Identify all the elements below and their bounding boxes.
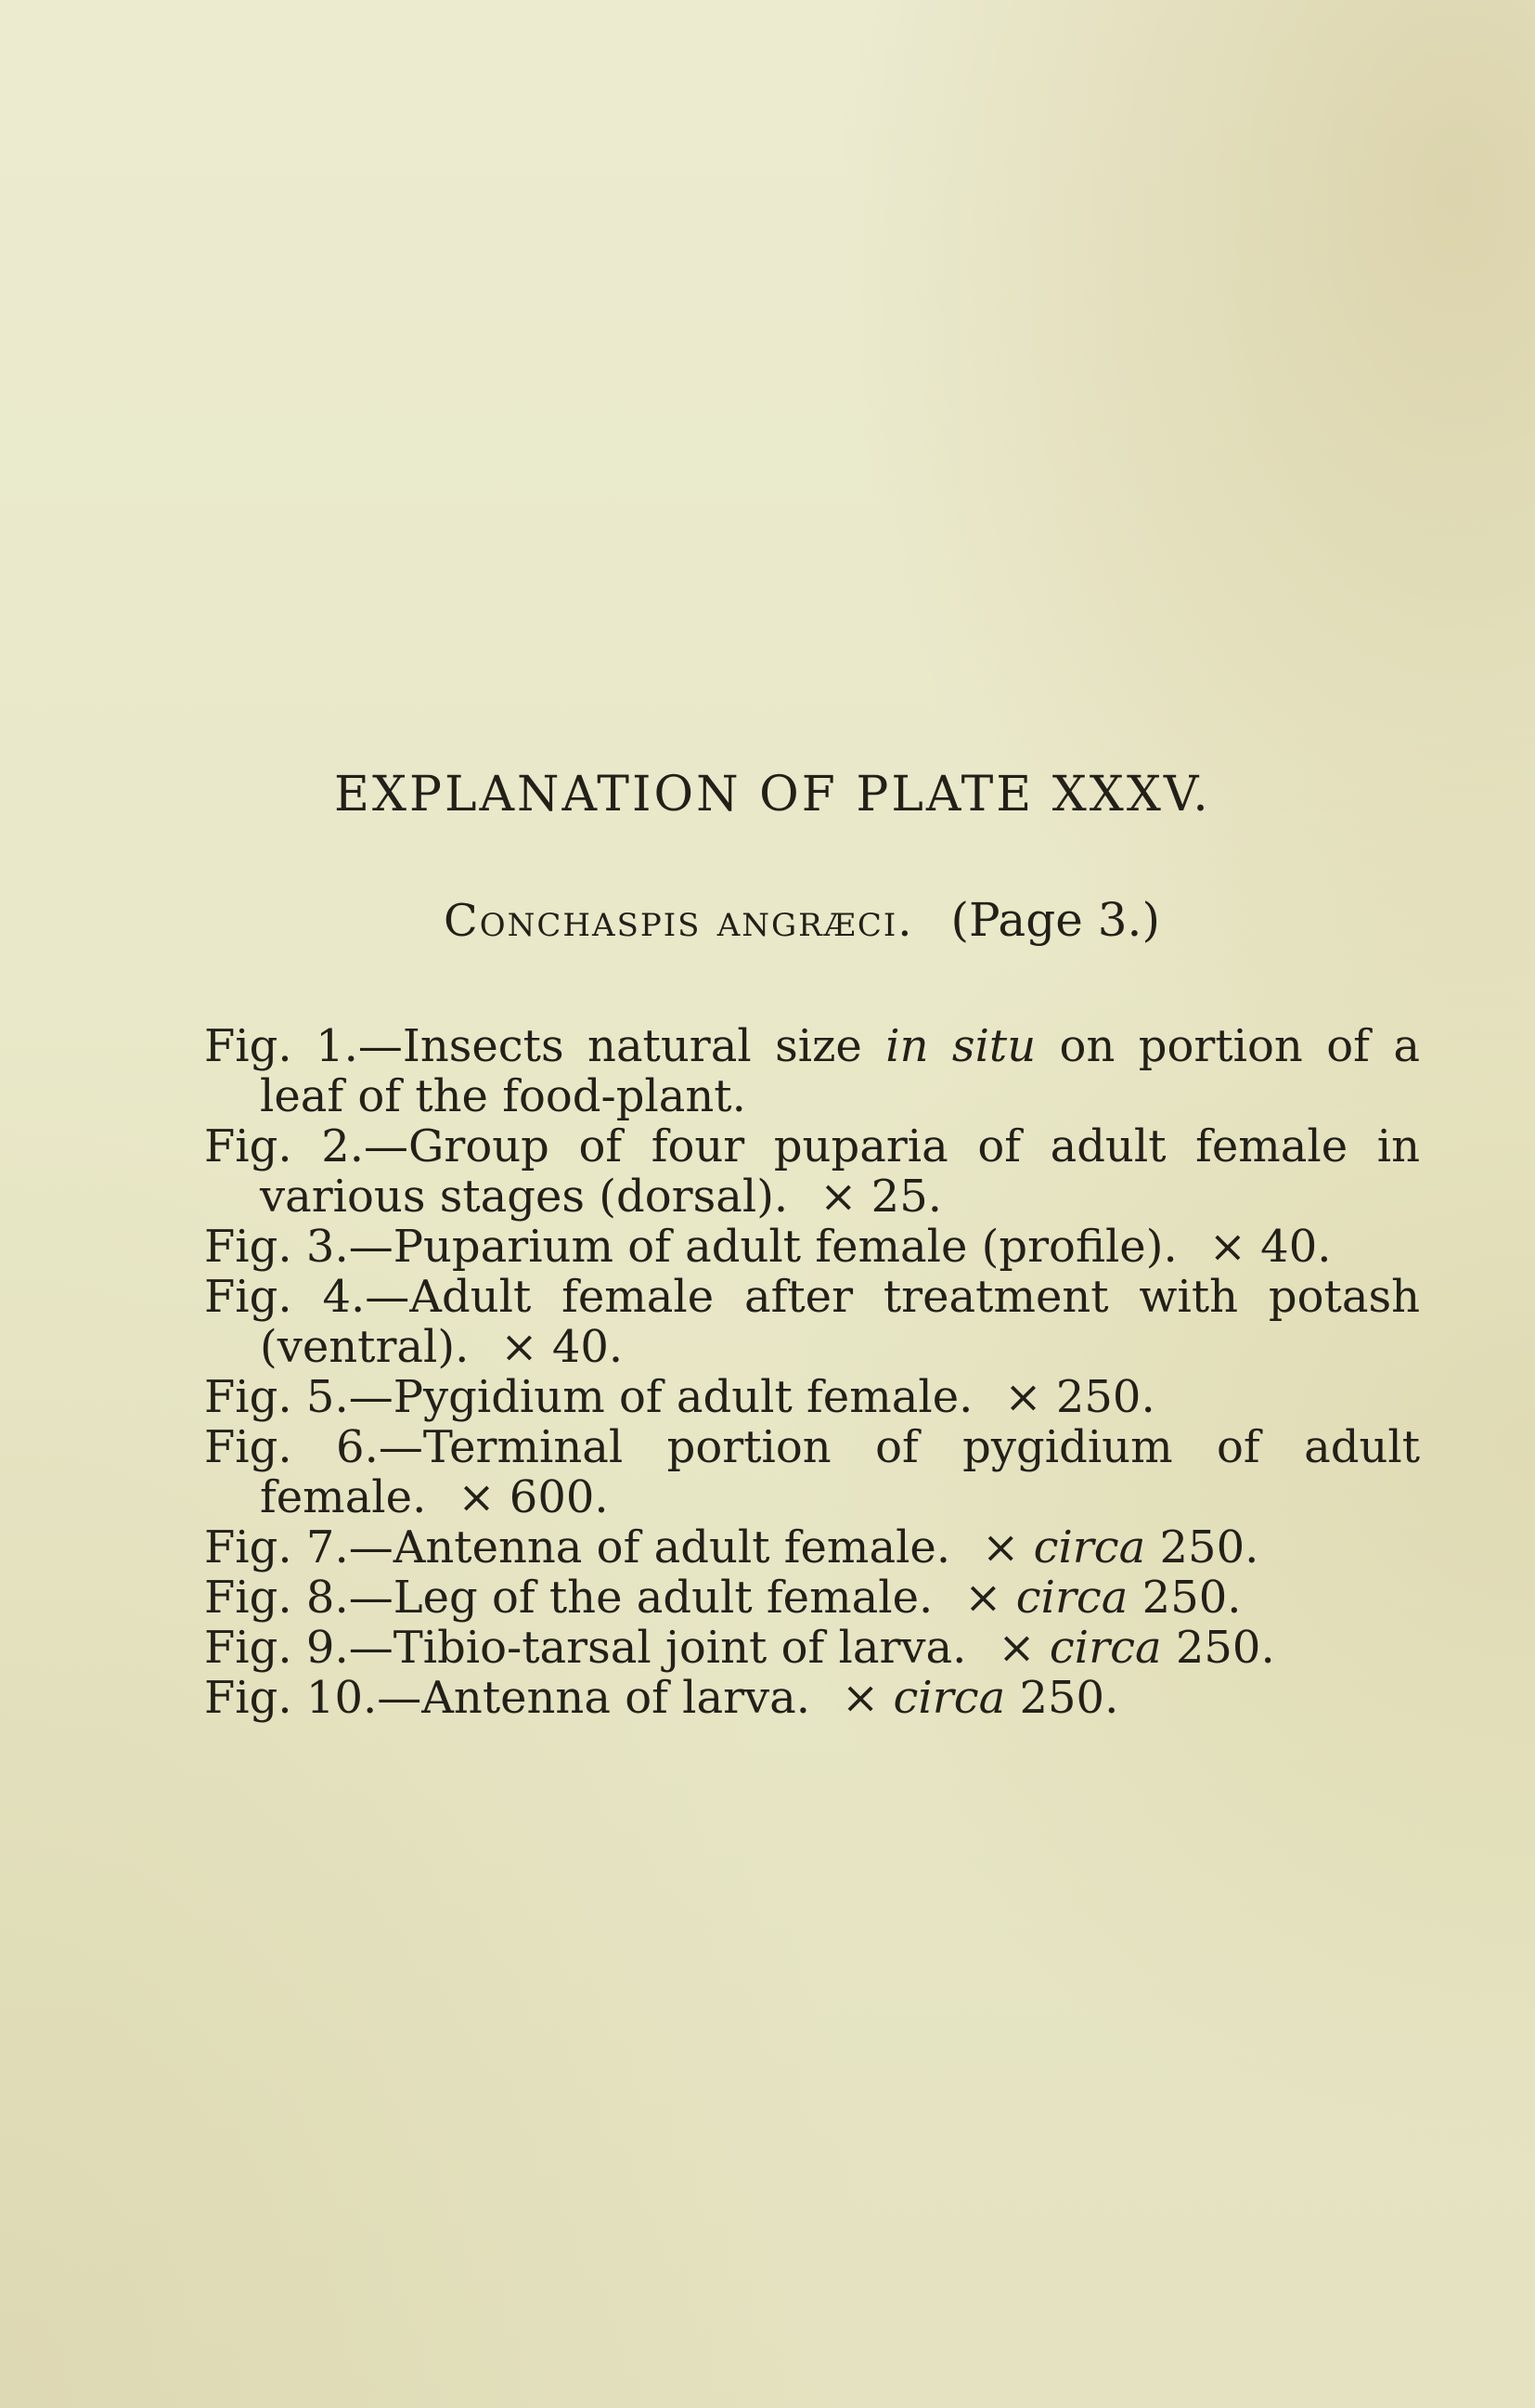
times-sign: × bbox=[842, 1672, 894, 1724]
figure-caption-3 bbox=[204, 1222, 1420, 1272]
figure-caption-1 bbox=[204, 1021, 1420, 1121]
figure-text: on portion of a leaf of the food-plant. bbox=[260, 1020, 1420, 1122]
figure-italic-text: in situ bbox=[885, 1020, 1037, 1072]
circa-text: circa bbox=[893, 1672, 1006, 1724]
magnification-value: 250. bbox=[1145, 1521, 1259, 1573]
figure-magnification bbox=[964, 1572, 1241, 1624]
figure-label: Fig. 10.— bbox=[204, 1672, 422, 1724]
figure-list bbox=[204, 1021, 1420, 1723]
figure-text: Leg of the adult female. bbox=[393, 1572, 934, 1624]
figure-text: Insects natural size bbox=[402, 1020, 886, 1072]
times-sign: × bbox=[998, 1622, 1050, 1674]
figure-text: Antenna of larva. bbox=[421, 1672, 811, 1724]
circa-text: circa bbox=[1033, 1521, 1146, 1573]
figure-caption-2 bbox=[204, 1121, 1420, 1222]
figure-caption-10 bbox=[204, 1673, 1420, 1723]
figure-magnification bbox=[998, 1622, 1274, 1674]
figure-label: Fig. 1.— bbox=[204, 1020, 403, 1072]
species-heading bbox=[444, 893, 1160, 947]
plate-title: EXPLANATION OF PLATE XXXV. bbox=[334, 767, 1211, 822]
times-sign: × bbox=[982, 1521, 1034, 1573]
species-name: Conchaspis angræci. bbox=[444, 895, 914, 947]
figure-label: Fig. 9.— bbox=[204, 1622, 393, 1674]
figure-magnification: × 40. bbox=[500, 1321, 624, 1373]
figure-magnification bbox=[842, 1672, 1118, 1724]
magnification-value: 250. bbox=[1005, 1672, 1119, 1724]
magnification-value: 250. bbox=[1161, 1622, 1275, 1674]
figure-caption-7 bbox=[204, 1522, 1420, 1573]
figure-magnification bbox=[982, 1521, 1258, 1573]
figure-caption-6 bbox=[204, 1422, 1420, 1522]
figure-label: Fig. 2.— bbox=[204, 1120, 409, 1172]
figure-label: Fig. 4.— bbox=[204, 1271, 410, 1323]
figure-text: Terminal portion of pygidium of adult female. bbox=[260, 1421, 1420, 1523]
circa-text: circa bbox=[1015, 1572, 1129, 1624]
figure-caption-8 bbox=[204, 1573, 1420, 1623]
figure-text: Pygidium of adult female. bbox=[393, 1371, 974, 1423]
figure-label: Fig. 8.— bbox=[204, 1572, 393, 1624]
figure-label: Fig. 7.— bbox=[204, 1521, 393, 1573]
figure-label: Fig. 3.— bbox=[204, 1221, 393, 1273]
page-reference: (Page 3.) bbox=[950, 893, 1160, 947]
figure-text: Puparium of adult female (profile). bbox=[393, 1221, 1178, 1273]
figure-magnification: × 600. bbox=[458, 1471, 609, 1523]
figure-text: Antenna of adult female. bbox=[393, 1521, 951, 1573]
figure-magnification: × 250. bbox=[1004, 1371, 1155, 1423]
figure-label: Fig. 5.— bbox=[204, 1371, 393, 1423]
figure-text: Tibio-tarsal joint of larva. bbox=[393, 1622, 967, 1674]
figure-magnification: × 25. bbox=[819, 1171, 942, 1223]
figure-text: Group of four puparia of adult female in various stages (dorsal). bbox=[260, 1120, 1420, 1223]
circa-text: circa bbox=[1049, 1622, 1162, 1674]
figure-magnification: × 40. bbox=[1208, 1221, 1332, 1273]
magnification-value: 250. bbox=[1128, 1572, 1242, 1624]
figure-label: Fig. 6.— bbox=[204, 1421, 423, 1473]
figure-caption-4 bbox=[204, 1272, 1420, 1372]
figure-caption-9 bbox=[204, 1623, 1420, 1673]
figure-text: Adult female after treatment with potash (ventral). bbox=[260, 1271, 1420, 1373]
times-sign: × bbox=[964, 1572, 1016, 1624]
figure-caption-5 bbox=[204, 1372, 1420, 1422]
